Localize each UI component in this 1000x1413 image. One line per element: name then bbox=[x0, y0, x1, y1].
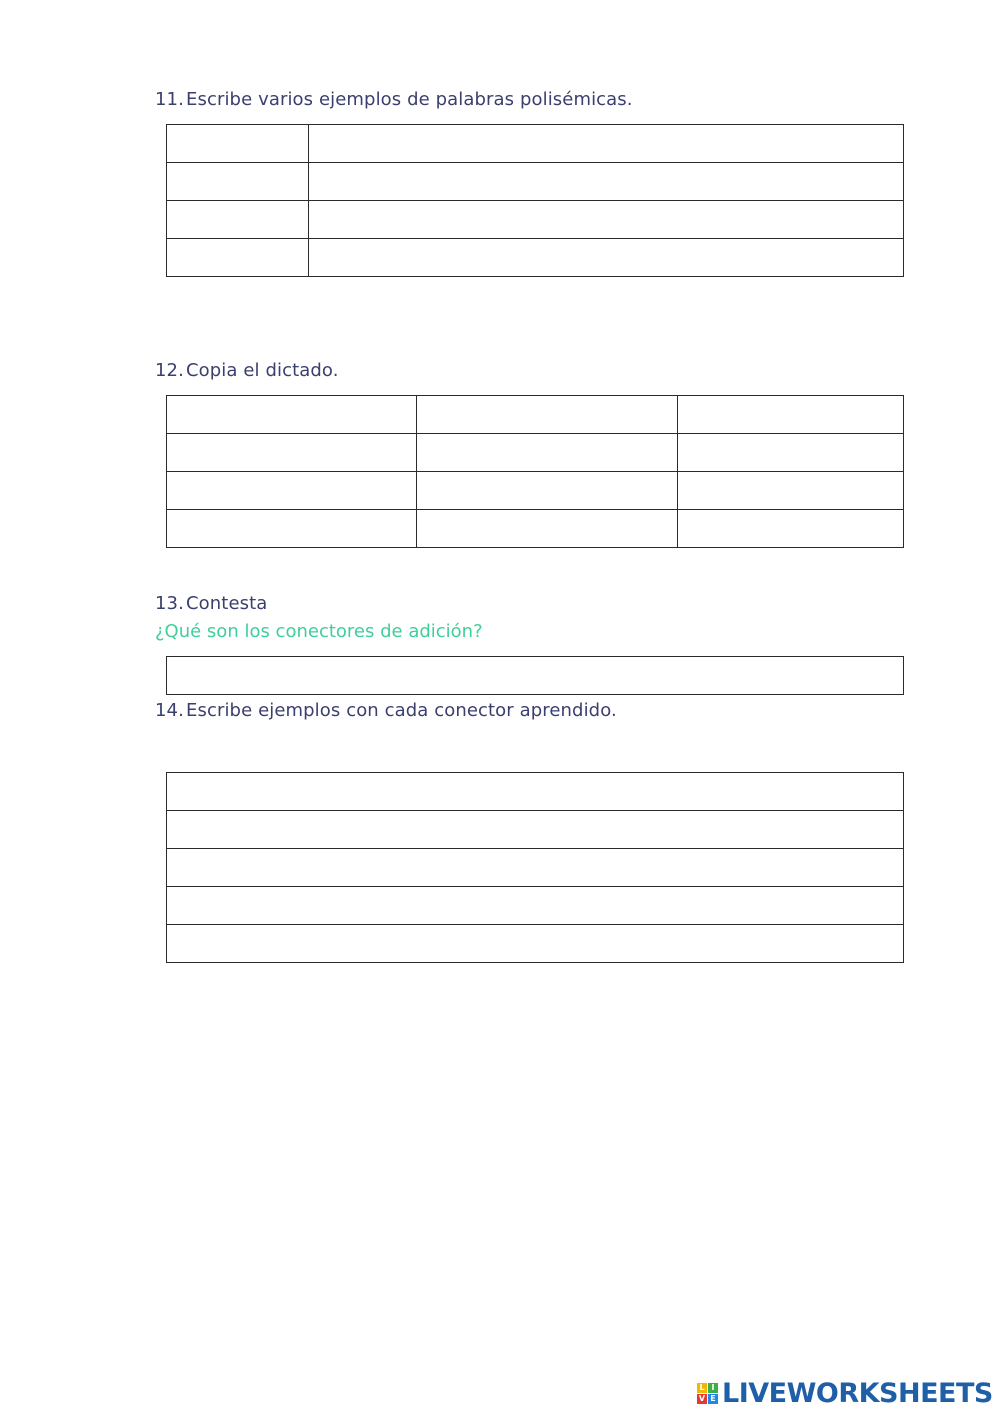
answer-cell[interactable] bbox=[309, 201, 904, 239]
question-number: 13. bbox=[155, 593, 184, 614]
answer-cell[interactable] bbox=[417, 434, 678, 472]
answer-cell[interactable] bbox=[167, 773, 904, 811]
logo-text: LIVEWORKSHEETS bbox=[722, 1377, 993, 1409]
answer-cell[interactable] bbox=[167, 657, 904, 695]
answer-cell[interactable] bbox=[167, 201, 309, 239]
table-row bbox=[167, 657, 904, 695]
answer-cell[interactable] bbox=[309, 125, 904, 163]
subquestion-text: ¿Qué son los conectores de adición? bbox=[155, 621, 483, 642]
answer-table-14 bbox=[166, 772, 904, 963]
question-14 bbox=[155, 700, 617, 721]
table-row bbox=[167, 773, 904, 811]
answer-cell[interactable] bbox=[417, 510, 678, 548]
liveworksheets-logo bbox=[697, 1378, 993, 1408]
question-text: Escribe varios ejemplos de palabras polisémicas. bbox=[186, 89, 633, 110]
answer-cell[interactable] bbox=[167, 472, 417, 510]
answer-table-11 bbox=[166, 124, 904, 277]
answer-cell[interactable] bbox=[678, 396, 904, 434]
table-row bbox=[167, 925, 904, 963]
answer-table-13 bbox=[166, 656, 904, 695]
answer-cell[interactable] bbox=[167, 396, 417, 434]
answer-cell[interactable] bbox=[417, 396, 678, 434]
answer-cell[interactable] bbox=[167, 849, 904, 887]
answer-cell[interactable] bbox=[167, 510, 417, 548]
answer-cell[interactable] bbox=[167, 925, 904, 963]
table-row bbox=[167, 811, 904, 849]
answer-cell[interactable] bbox=[167, 811, 904, 849]
table-row bbox=[167, 125, 904, 163]
table-row bbox=[167, 201, 904, 239]
question-number: 12. bbox=[155, 360, 184, 381]
question-11 bbox=[155, 89, 633, 110]
question-12 bbox=[155, 360, 339, 381]
table-row bbox=[167, 472, 904, 510]
answer-cell[interactable] bbox=[167, 163, 309, 201]
logo-blocks-icon: L I V E bbox=[697, 1383, 718, 1404]
table-row bbox=[167, 239, 904, 277]
table-row bbox=[167, 510, 904, 548]
answer-cell[interactable] bbox=[417, 472, 678, 510]
table-row bbox=[167, 163, 904, 201]
answer-cell[interactable] bbox=[678, 510, 904, 548]
table-row bbox=[167, 434, 904, 472]
table-row bbox=[167, 887, 904, 925]
answer-cell[interactable] bbox=[167, 887, 904, 925]
question-number: 11. bbox=[155, 89, 184, 110]
answer-cell[interactable] bbox=[678, 472, 904, 510]
table-row bbox=[167, 849, 904, 887]
table-row bbox=[167, 396, 904, 434]
answer-cell[interactable] bbox=[678, 434, 904, 472]
answer-cell[interactable] bbox=[309, 239, 904, 277]
answer-table-12 bbox=[166, 395, 904, 548]
question-number: 14. bbox=[155, 700, 184, 721]
question-text: Copia el dictado. bbox=[186, 360, 339, 381]
answer-cell[interactable] bbox=[167, 434, 417, 472]
question-text: Escribe ejemplos con cada conector aprendido. bbox=[186, 700, 617, 721]
question-text: Contesta bbox=[186, 593, 268, 614]
answer-cell[interactable] bbox=[167, 125, 309, 163]
question-13 bbox=[155, 593, 267, 614]
answer-cell[interactable] bbox=[167, 239, 309, 277]
answer-cell[interactable] bbox=[309, 163, 904, 201]
